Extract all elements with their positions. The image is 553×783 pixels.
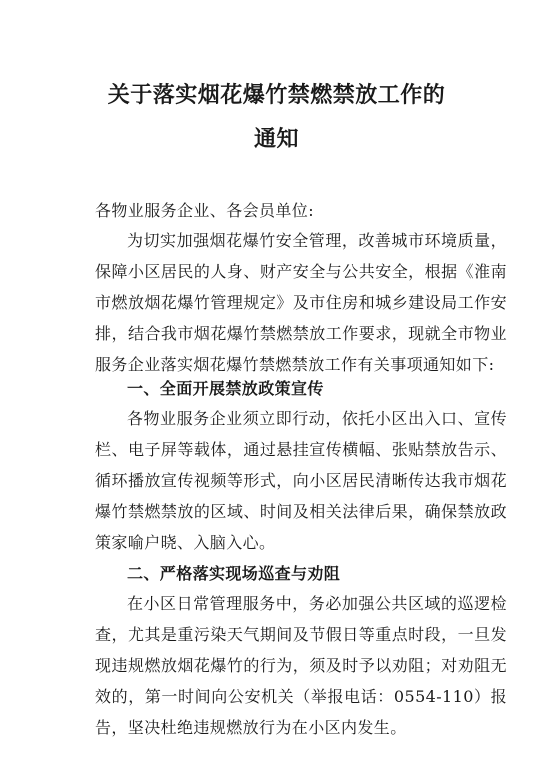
section-heading-2: 二、严格落实现场巡查与劝阻	[127, 564, 341, 583]
document-title-line1: 关于落实烟花爆竹禁燃禁放工作的	[107, 83, 446, 108]
paragraph-section-1: 各物业服务企业须立即行动，依托小区出入口、宣传栏、电子屏等载体，通过悬挂宣传横幅、张贴禁放告示、循环播放宣传视频等形式，向小区居民清晰传达我市烟花爆竹禁燃禁放的区域、时间及相关法律后果，确保禁放政策家喻户晓、入脑入心。	[95, 409, 507, 552]
salutation: 各物业服务企业、各会员单位:	[95, 201, 314, 220]
paragraph-intro: 为切实加强烟花爆竹安全管理，改善城市环境质量，保障小区居民的人身、财产安全与公共安全，根据《淮南市燃放烟花爆竹管理规定》及市住房和城乡建设局工作安排，结合我市烟花爆竹禁燃禁放工作要求，现就全市物业服务企业落实烟花爆竹禁燃禁放工作有关事项通知如下:	[95, 231, 507, 374]
paragraph-section-2: 在小区日常管理服务中，务必加强公共区域的巡逻检查，尤其是重污染天气期间及节假日等重点时段，一旦发现违规燃放烟花爆竹的行为，须及时予以劝阻；对劝阻无效的，第一时间向公安机关（举报电话：0554-110）报告，坚决杜绝违规燃放行为在小区内发生。	[95, 594, 507, 737]
document-title-line2: 通知	[253, 127, 299, 152]
section-heading-1: 一、全面开展禁放政策宣传	[127, 379, 324, 398]
